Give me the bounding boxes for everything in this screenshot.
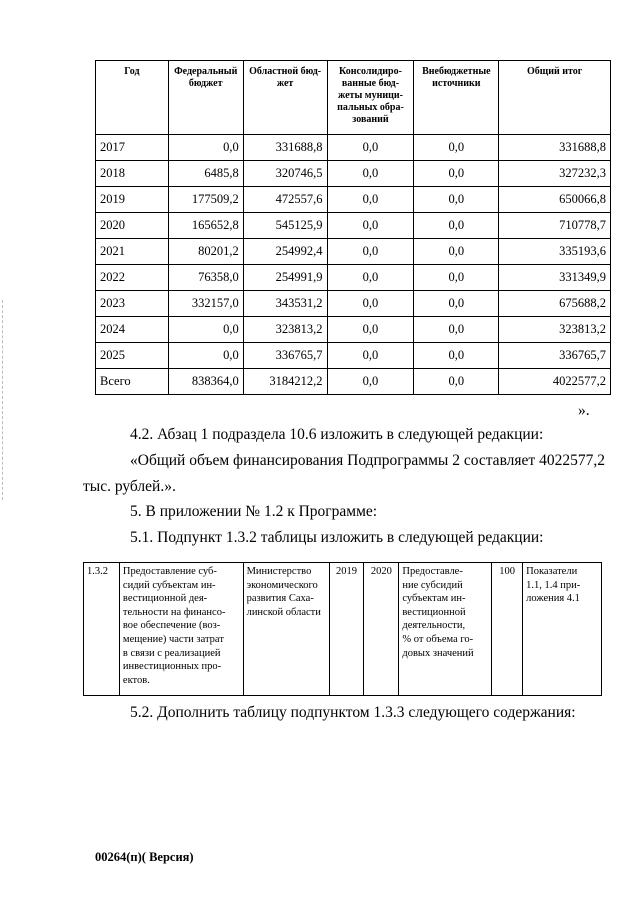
cell-regional: 343531,2 (243, 291, 327, 317)
cell-federal: 80201,2 (168, 239, 243, 265)
subitem-indicator: Предоставле- ние субсидий субъектам ин- вестиционной деятельности, % от объема го- довых значений (399, 563, 492, 696)
cell-municipal: 0,0 (327, 343, 414, 369)
cell-regional: 336765,7 (243, 343, 327, 369)
cell-federal: 76358,0 (168, 265, 243, 291)
financing-table (95, 60, 611, 395)
cell-regional: 254992,4 (243, 239, 327, 265)
cell-regional: 320746,5 (243, 161, 327, 187)
cell-municipal: 0,0 (327, 369, 414, 395)
cell-total: 650066,8 (499, 187, 611, 213)
financing-row (96, 265, 611, 291)
paragraph-5: 5. В приложении № 1.2 к Программе: (130, 503, 378, 520)
financing-row (96, 343, 611, 369)
cell-regional: 545125,9 (243, 213, 327, 239)
cell-federal: 332157,0 (168, 291, 243, 317)
cell-year: 2018 (96, 161, 169, 187)
document-footer: 00264(п)( Версия) (95, 850, 194, 864)
header-year: Год (96, 61, 169, 135)
closing-quote: ». (578, 402, 590, 419)
cell-municipal: 0,0 (327, 239, 414, 265)
financing-row (96, 369, 611, 395)
cell-federal: 0,0 (168, 317, 243, 343)
cell-regional: 3184212,2 (243, 369, 327, 395)
cell-extrabudget: 0,0 (414, 317, 499, 343)
subitem-value: 100 (492, 563, 523, 696)
paragraph-5-2: 5.2. Дополнить таблицу подпунктом 1.3.3 следующего содержания: (130, 704, 576, 721)
cell-regional: 331688,8 (243, 135, 327, 161)
financing-row (96, 239, 611, 265)
cell-extrabudget: 0,0 (414, 187, 499, 213)
cell-federal: 838364,0 (168, 369, 243, 395)
cell-municipal: 0,0 (327, 135, 414, 161)
header-total: Общий итог (499, 61, 611, 135)
cell-year: 2022 (96, 265, 169, 291)
subitem-number: 1.3.2 (84, 563, 120, 696)
cell-municipal: 0,0 (327, 317, 414, 343)
financing-header-row (96, 61, 611, 135)
cell-year: 2019 (96, 187, 169, 213)
cell-total: 327232,3 (499, 161, 611, 187)
cell-year: 2024 (96, 317, 169, 343)
cell-total: 331688,8 (499, 135, 611, 161)
cell-total: 4022577,2 (499, 369, 611, 395)
cell-year: 2021 (96, 239, 169, 265)
header-regional: Областной бюд- жет (243, 61, 327, 135)
cell-municipal: 0,0 (327, 265, 414, 291)
subitem-table (83, 562, 602, 696)
subitem-row (84, 563, 602, 696)
cell-municipal: 0,0 (327, 187, 414, 213)
cell-year: 2023 (96, 291, 169, 317)
header-federal: Федеральный бюджет (168, 61, 243, 135)
paragraph-4-2: 4.2. Абзац 1 подраздела 10.6 изложить в следующей редакции: (130, 426, 544, 443)
header-municipal: Консолидиро- ванные бюд- жеты муници- пальных обра- зований (327, 61, 414, 135)
cell-extrabudget: 0,0 (414, 265, 499, 291)
cell-federal: 177509,2 (168, 187, 243, 213)
cell-total: 331349,9 (499, 265, 611, 291)
cell-extrabudget: 0,0 (414, 239, 499, 265)
page-edge-marks (2, 300, 4, 500)
subitem-reference: Показатели 1.1, 1.4 при- ложения 4.1 (523, 563, 602, 696)
financing-row (96, 135, 611, 161)
financing-row (96, 317, 611, 343)
subitem-description: Предоставление суб- сидий субъектам ин- вестиционной дея- тельности на финансо- вое обеспечение (воз- мещение) части затрат в связи с реализацией инвестиционных про- ектов. (119, 563, 243, 696)
cell-regional: 472557,6 (243, 187, 327, 213)
financing-row (96, 187, 611, 213)
cell-year: 2020 (96, 213, 169, 239)
cell-total: 710778,7 (499, 213, 611, 239)
cell-extrabudget: 0,0 (414, 213, 499, 239)
cell-federal: 0,0 (168, 343, 243, 369)
cell-total: 675688,2 (499, 291, 611, 317)
cell-municipal: 0,0 (327, 161, 414, 187)
paragraph-5-1: 5.1. Подпункт 1.3.2 таблицы изложить в следующей редакции: (130, 529, 544, 546)
header-extrabudget: Внебюджетные источники (414, 61, 499, 135)
financing-row (96, 213, 611, 239)
cell-extrabudget: 0,0 (414, 135, 499, 161)
cell-extrabudget: 0,0 (414, 369, 499, 395)
cell-municipal: 0,0 (327, 213, 414, 239)
cell-federal: 6485,8 (168, 161, 243, 187)
cell-municipal: 0,0 (327, 291, 414, 317)
cell-extrabudget: 0,0 (414, 291, 499, 317)
financing-row (96, 291, 611, 317)
cell-total: 323813,2 (499, 317, 611, 343)
subitem-year-start: 2019 (329, 563, 364, 696)
cell-regional: 254991,9 (243, 265, 327, 291)
quote-line-2: тыс. рублей.». (83, 478, 176, 495)
cell-extrabudget: 0,0 (414, 343, 499, 369)
cell-federal: 0,0 (168, 135, 243, 161)
cell-total: 336765,7 (499, 343, 611, 369)
cell-year: 2025 (96, 343, 169, 369)
subitem-year-end: 2020 (364, 563, 399, 696)
subitem-executor: Министерство экономического развития Саха- линской области (243, 563, 329, 696)
cell-year: 2017 (96, 135, 169, 161)
cell-extrabudget: 0,0 (414, 161, 499, 187)
cell-total: 335193,6 (499, 239, 611, 265)
cell-year: Всего (96, 369, 169, 395)
quote-line-1: «Общий объем финансирования Подпрограммы 2 составляет 4022577,2 (130, 452, 605, 469)
cell-federal: 165652,8 (168, 213, 243, 239)
financing-row (96, 161, 611, 187)
cell-regional: 323813,2 (243, 317, 327, 343)
